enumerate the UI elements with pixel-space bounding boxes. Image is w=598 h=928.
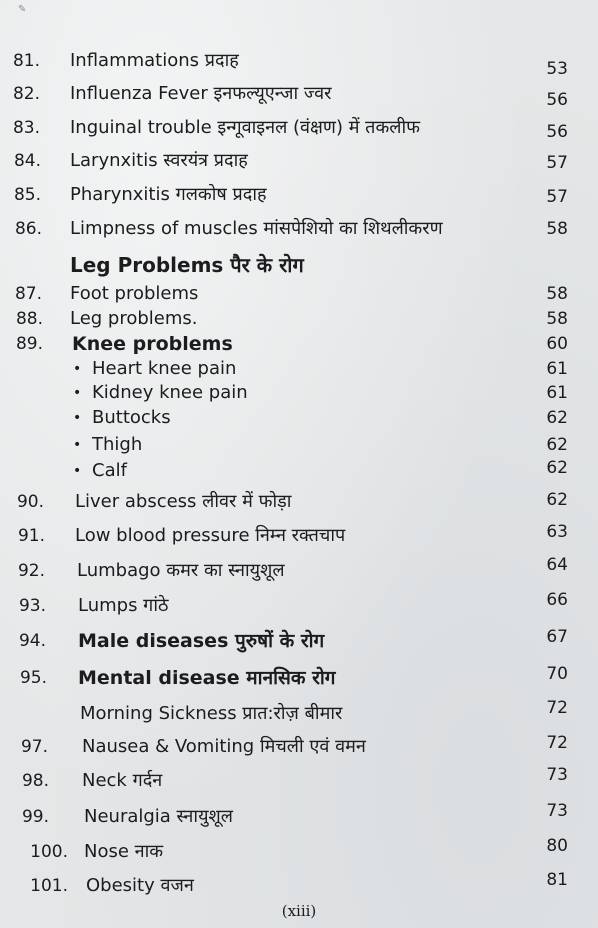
entry-page-number: 58	[546, 219, 568, 239]
entry-title: Morning Sickness प्रात:रोज़ बीमार	[80, 703, 343, 724]
entry-title: Influenza Fever इनफल्यूएन्जा ज्वर	[70, 83, 332, 104]
entry-page-number: 67	[546, 627, 568, 647]
index-entry-82	[0, 80, 598, 108]
entry-page-number: 66	[546, 590, 568, 610]
sub-entry-calf	[0, 457, 598, 485]
index-entry-89	[0, 330, 598, 358]
index-entry-95	[0, 664, 598, 692]
entry-title: Foot problems	[70, 283, 199, 304]
index-entry-88	[0, 305, 598, 333]
index-entry-85	[0, 181, 598, 209]
entry-page-number: 62	[546, 458, 568, 478]
entry-page-number: 80	[546, 836, 568, 856]
entry-title: Low blood pressure निम्न रक्तचाप	[75, 525, 346, 546]
bullet-icon: •	[73, 410, 82, 426]
entry-number: 86.	[14, 219, 42, 239]
bullet-icon: •	[73, 361, 82, 377]
entry-title: Kidney knee pain	[92, 382, 248, 403]
entry-page-number: 61	[546, 359, 568, 379]
entry-number: 88.	[15, 309, 43, 329]
entry-page-number: 57	[546, 187, 568, 207]
entry-page-number: 64	[546, 555, 568, 575]
index-entry-93	[0, 592, 598, 620]
entry-page-number: 56	[546, 90, 568, 110]
entry-number: 95.	[19, 668, 47, 688]
entry-title: Male diseases पुरुषों के रोग	[78, 630, 325, 652]
entry-number: 93.	[18, 596, 46, 616]
index-entry-morning-sickness	[0, 700, 598, 728]
entry-page-number: 53	[546, 59, 568, 79]
entry-number: 92.	[17, 561, 45, 581]
entry-number: 85.	[13, 185, 41, 205]
entry-title: Lumps गांठे	[78, 595, 169, 616]
entry-number: 101.	[30, 876, 68, 896]
bullet-icon: •	[73, 463, 82, 479]
entry-number: 98.	[21, 771, 49, 791]
bullet-icon: •	[73, 437, 82, 453]
entry-number: 82.	[12, 84, 40, 104]
index-entry-100	[0, 838, 598, 866]
entry-page-number: 61	[546, 383, 568, 403]
sub-entry-thigh	[0, 431, 598, 459]
index-entry-84	[0, 147, 598, 175]
entry-title: Nose नाक	[84, 841, 164, 862]
index-entry-90	[0, 488, 598, 516]
entry-number: 97.	[20, 737, 48, 757]
index-entry-94	[0, 627, 598, 655]
entry-page-number: 63	[546, 522, 568, 542]
entry-title: Inflammations प्रदाह	[70, 50, 239, 71]
index-entry-81	[0, 47, 598, 79]
entry-number: 90.	[16, 492, 44, 512]
index-entry-91	[0, 522, 598, 550]
entry-title: Neck गर्दन	[82, 770, 163, 791]
index-entry-98	[0, 767, 598, 795]
entry-title: Leg problems.	[70, 308, 198, 329]
entry-page-number: 72	[546, 733, 568, 753]
page-corner-mark: ✎	[18, 4, 27, 15]
entry-title: Pharynxitis गलकोष प्रदाह	[70, 184, 267, 205]
entry-title: Nausea & Vomiting मिचली एवं वमन	[82, 736, 366, 757]
entry-title: Thigh	[92, 434, 143, 455]
entry-page-number: 62	[546, 490, 568, 510]
entry-page-number: 72	[546, 698, 568, 718]
entry-page-number: 62	[546, 435, 568, 455]
entry-title: Liver abscess लीवर में फोड़ा	[75, 491, 292, 512]
entry-number: 81.	[12, 51, 40, 71]
entry-number: 84.	[13, 151, 41, 171]
entry-page-number: 73	[546, 765, 568, 785]
index-entry-99	[0, 803, 598, 831]
entry-number: 91.	[17, 526, 45, 546]
entry-page-number: 56	[546, 122, 568, 142]
entry-page-number: 58	[546, 284, 568, 304]
entry-page-number: 73	[546, 801, 568, 821]
entry-number: 87.	[14, 284, 42, 304]
entry-title: Neuralgia स्नायुशूल	[84, 806, 233, 827]
entry-title: Knee problems	[72, 333, 233, 355]
entry-page-number: 58	[546, 309, 568, 329]
entry-page-number: 81	[546, 870, 568, 890]
index-entry-87	[0, 280, 598, 308]
entry-title: Calf	[92, 460, 127, 481]
entry-page-number: 57	[546, 153, 568, 173]
entry-page-number: 60	[546, 334, 568, 354]
entry-number: 99.	[21, 807, 49, 827]
index-entry-97	[0, 733, 598, 761]
index-entry-83	[0, 114, 598, 142]
entry-number: 83.	[12, 118, 40, 138]
entry-number: 94.	[18, 631, 46, 651]
bullet-icon: •	[73, 385, 82, 401]
entry-title: Lumbago कमर का स्नायुशूल	[77, 560, 285, 581]
section-heading: Leg Problems पैर के रोग	[70, 253, 304, 277]
entry-title: Buttocks	[92, 407, 171, 428]
index-entry-101	[0, 872, 598, 900]
entry-title: Limpness of muscles मांसपेशियो का शिथलीकरण	[70, 218, 443, 239]
entry-number: 100.	[30, 842, 68, 862]
sub-entry-buttocks	[0, 404, 598, 432]
entry-number: 89.	[15, 334, 43, 354]
entry-title: Heart knee pain	[92, 358, 237, 379]
index-entry-86	[0, 215, 598, 243]
page-footer-number: (xiii)	[281, 902, 317, 920]
entry-title: Larynxitis स्वरयंत्र प्रदाह	[70, 150, 248, 171]
entry-title: Mental disease मानसिक रोग	[78, 667, 336, 689]
sub-entry-kidney-knee-pain	[0, 379, 598, 407]
entry-title: Obesity वजन	[86, 875, 194, 896]
entry-title: Inguinal trouble इन्गूवाइनल (वंक्षण) में तकलीफ	[70, 117, 421, 138]
index-entry-92	[0, 557, 598, 585]
entry-page-number: 62	[546, 408, 568, 428]
entry-page-number: 70	[546, 664, 568, 684]
